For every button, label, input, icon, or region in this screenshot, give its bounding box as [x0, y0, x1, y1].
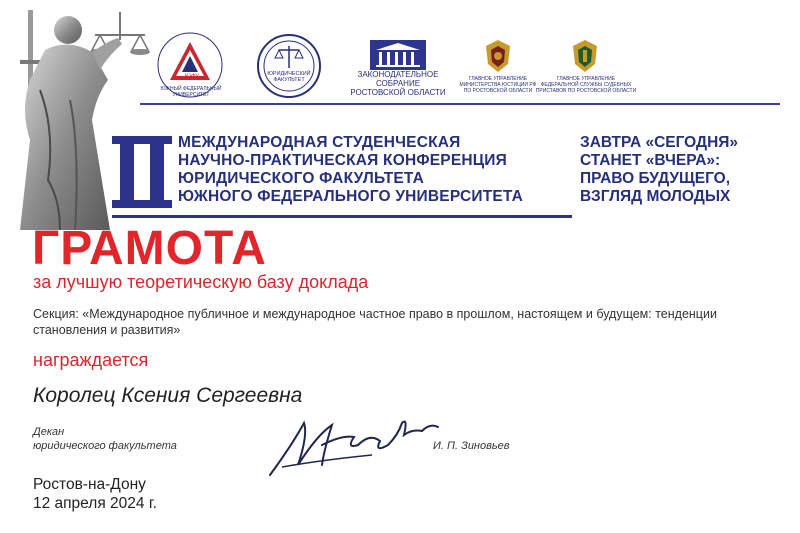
conference-title — [178, 134, 578, 206]
signatory-title — [33, 425, 177, 453]
title-divider — [112, 215, 572, 218]
recipient-name: Королец Ксения Сергеевна — [33, 384, 303, 407]
legislative-assembly-logo — [370, 40, 426, 70]
sfedu-logo-caption: ЮЖНЫЙ ФЕДЕРАЛЬНЫЙ УНИВЕРСИТЕТ — [160, 86, 222, 98]
motto-line: ПРАВО БУДУЩЕГО, — [580, 170, 731, 187]
motto-line: СТАНЕТ «ВЧЕРА»: — [580, 152, 721, 169]
justice-ministry-logo — [478, 36, 518, 76]
bailiffs-logo — [565, 36, 605, 76]
signatory-title-line: юридического факультета — [33, 440, 177, 452]
sfedu-logo-mark: ЮФУ — [184, 74, 200, 80]
conference-motto — [580, 134, 790, 206]
legislative-assembly-logo-caption: ЗАКОНОДАТЕЛЬНОЕ СОБРАНИЕ РОСТОВСКОЙ ОБЛАСТИ — [350, 70, 446, 97]
conference-title-line: НАУЧНО-ПРАКТИЧЕСКАЯ КОНФЕРЕНЦИЯ — [178, 152, 507, 169]
signatory-name: И. П. Зиновьев — [433, 440, 510, 452]
bailiffs-logo-caption: ГЛАВНОЕ УПРАВЛЕНИЕ ФЕДЕРАЛЬНОЙ СЛУЖБЫ СУДЕБНЫХ ПРИСТАВОВ ПО РОСТОВСКОЙ ОБЛАСТИ — [535, 76, 637, 94]
motto-line: ВЗГЛЯД МОЛОДЫХ — [580, 188, 731, 205]
motto-line: ЗАВТРА «СЕГОДНЯ» — [580, 134, 739, 151]
awarded-label: награждается — [33, 350, 149, 370]
place: Ростов-на-Дону — [33, 476, 146, 493]
conference-title-line: ЮЖНОГО ФЕДЕРАЛЬНОГО УНИВЕРСИТЕТА — [178, 188, 524, 205]
conference-title-line: МЕЖДУНАРОДНАЯ СТУДЕНЧЕСКАЯ — [178, 134, 461, 151]
handwritten-signature — [262, 405, 442, 480]
justice-ministry-logo-caption: ГЛАВНОЕ УПРАВЛЕНИЕ МИНИСТЕРСТВА ЮСТИЦИИ РФ ПО РОСТОВСКОЙ ОБЛАСТИ — [459, 76, 537, 94]
award-title: ГРАМОТА — [32, 222, 267, 275]
law-faculty-logo — [255, 32, 323, 100]
date: 12 апреля 2024 г. — [33, 495, 157, 512]
conference-title-line: ЮРИДИЧЕСКОГО ФАКУЛЬТЕТА — [178, 170, 425, 187]
logos-divider — [140, 103, 780, 105]
conference-section: Секция: «Международное публичное и международное частное право в прошлом, настоящем и будущем: тенденции становления и развития» — [33, 307, 717, 337]
signatory-title-line: Декан — [33, 426, 65, 438]
law-faculty-logo-caption: ЮРИДИЧЕСКИЙ ФАКУЛЬТЕТ — [267, 71, 311, 83]
award-reason: за лучшую теоретическую базу доклада — [33, 272, 369, 292]
roman-numeral-two-icon — [112, 132, 172, 212]
place-and-date — [33, 475, 157, 513]
